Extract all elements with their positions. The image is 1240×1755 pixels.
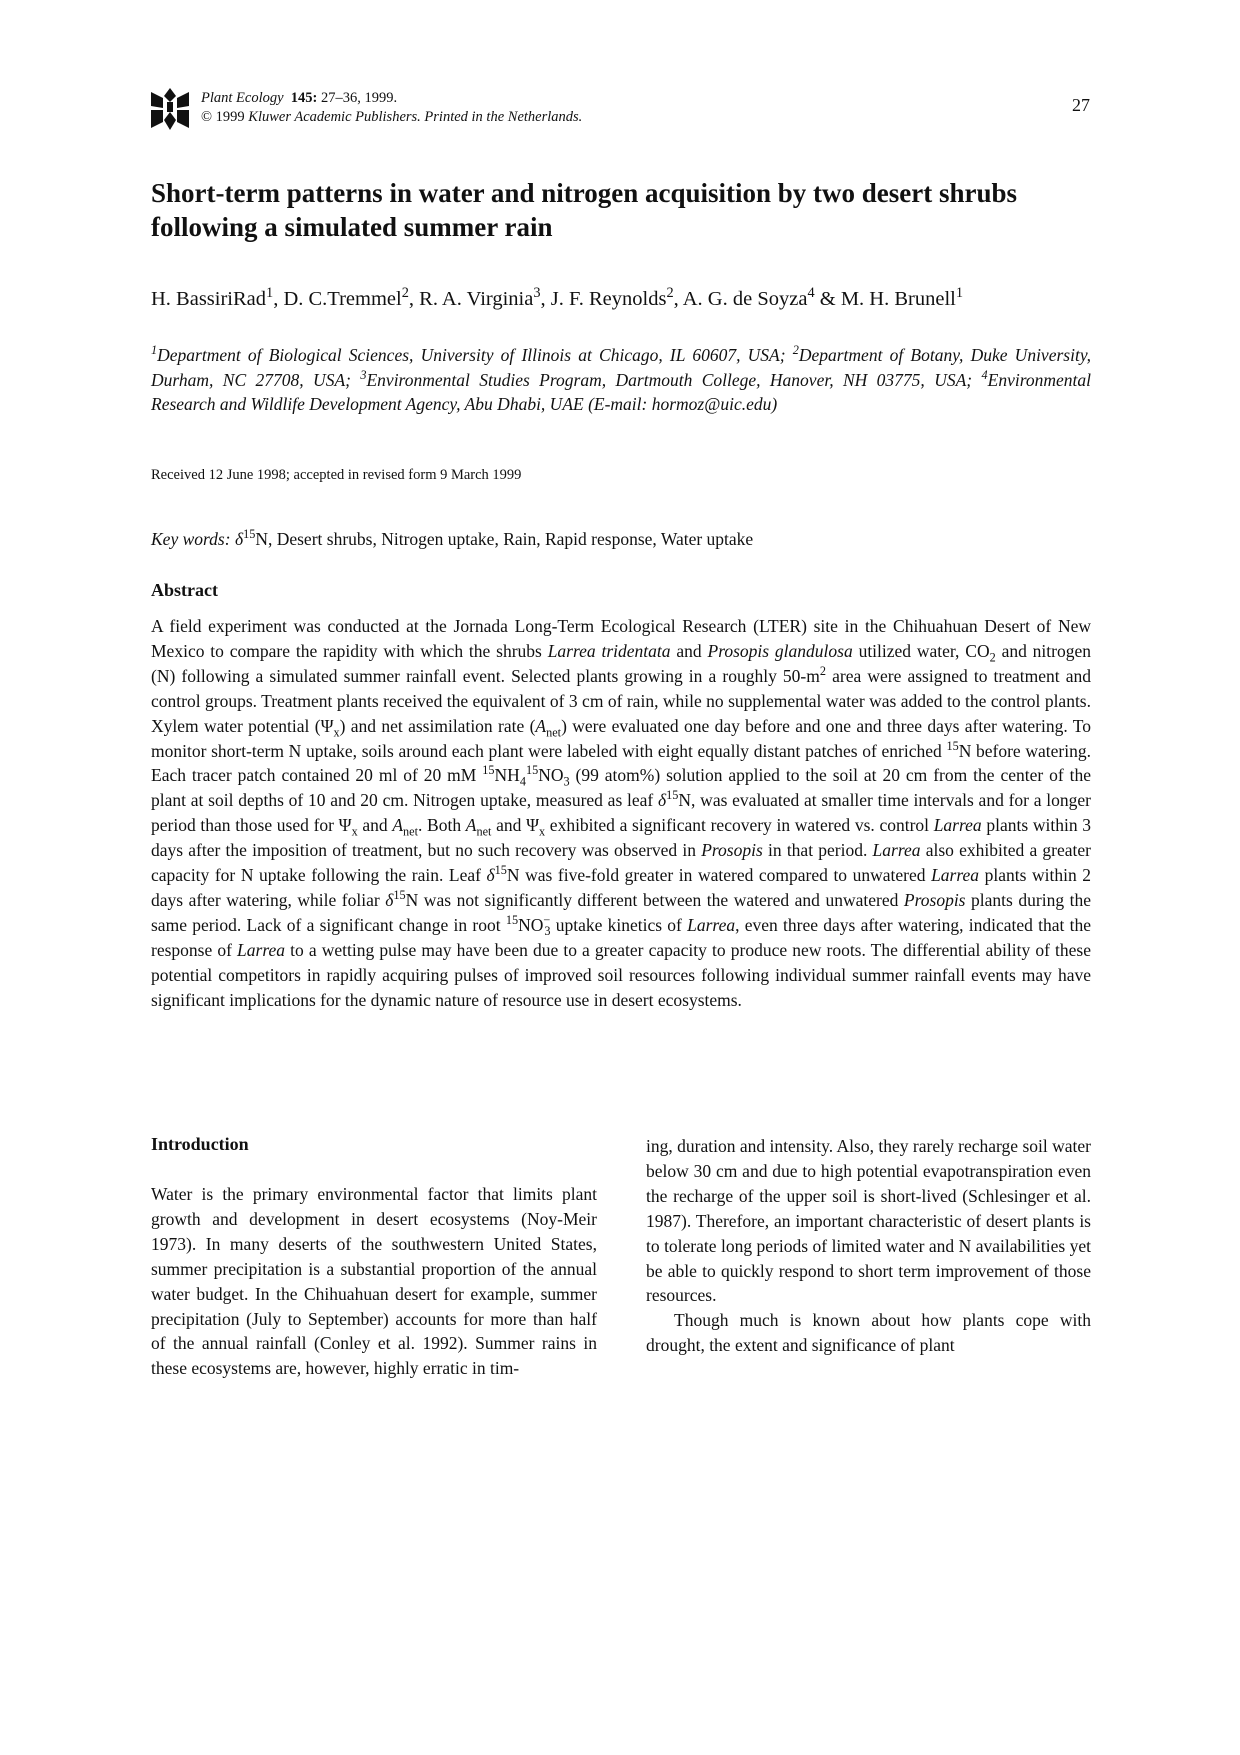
introduction-column-1: Water is the primary environmental factor that limits plant growth and development in desert ecosystems (Noy-Meir 1973). In many deserts of the southwestern United States, summer precipitation is a substantial proportion of the annual water budget. In the Chihuahuan desert for example, summer precipitation (July to September) accounts for more than half of the annual rainfall (Conley et al. 1992). Summer rains in these ecosystems are, however, highly erratic in tim-	[151, 1184, 597, 1379]
abstract-heading: Abstract	[151, 580, 218, 600]
author: A. G. de Soyza$^4$ &	[682, 285, 841, 310]
journal-pages: 27–36, 1999.	[317, 90, 398, 106]
affiliations: $^1$Department of Biological Sciences, University of Illinois at Chicago, IL 60607, USA; $^2$Department of Botany, Duke University, Durham, NC 27708, USA; $^3$Environmental Studies Program, Dartmouth College, Hanover, NH 03775, USA; $^4$Environmental Research and Wildlife Development Agency, Abu Dhabi, UAE (E-mail: hormoz@uic.edu)	[151, 343, 1091, 414]
publisher: Kluwer Academic Publishers. Printed in the Netherlands.	[248, 109, 583, 125]
affiliation: Department of Biological Sciences, University of Illinois at Chicago, IL 60607, USA;	[157, 345, 793, 365]
page-number: 27	[1072, 95, 1090, 115]
keywords-text: N, Desert shrubs, Nitrogen uptake, Rain, Rapid response, Water uptake	[255, 529, 754, 549]
paragraph: Though much is known about how plants cope with drought, the extent and significance of plant	[646, 1310, 1091, 1356]
journal-line-2	[201, 108, 582, 127]
author: M. H. Brunell$^1$	[840, 285, 964, 310]
author: H. BassiriRad$^1$,	[151, 285, 284, 310]
introduction-column-2	[646, 1134, 1091, 1358]
affiliation: Environmental Research and Wildlife Development Agency, Abu Dhabi, UAE (E-mail: hormoz@uic.edu)	[151, 369, 1091, 414]
keywords-label: Key words:	[151, 529, 231, 549]
author-list	[151, 286, 1091, 312]
paragraph: ing, duration and intensity. Also, they rarely recharge soil water below 30 cm and due to high potential evapotranspiration even the recharge of the upper soil is short-lived (Schlesinger et al. 1987). Therefore, an important characteristic of desert plants is to tolerate long periods of limited water and N availabilities yet be able to quickly respond to short term improvement of those resources.	[646, 1136, 1091, 1306]
author: R. A. Virginia$^3$,	[419, 285, 551, 310]
keywords: Key words: $\delta^{15}N$, Desert shrubs, Nitrogen uptake, Rain, Rapid response, Water uptake	[151, 527, 754, 549]
affiliation: Environmental Studies Program, Dartmouth College, Hanover, NH 03775, USA;	[366, 369, 982, 390]
abstract-text: A field experiment was conducted at the Jornada Long-Term Ecological Research (LTER) site in the Chihuahuan Desert of New Mexico to compare the rapidity with which the shrubs Larrea tridentata and Prosopis glandulosa utilized water, $CO_2$ and nitrogen (N) following a simulated summer rainfall event. Selected plants growing in a roughly $50-m^2$ area were assigned to treatment and control groups. Treatment plants received the equivalent of 3 cm of rain, while no supplemental water was added to the control plants. Xylem water potential $(\Psi_x)$ and net assimilation rate $(A_{net})$ were evaluated one day before and one and three days after watering. To monitor short-term N uptake, soils around each plant were labeled with eight equally distant patches of enriched $^{15}$N before watering. Each tracer patch contained 20 ml of 20 mM $^{15}NH_4^{15}NO_3$ (99 atom%) solution applied to the soil at 20 cm from the center of the plant at soil depths of 10 and 20 cm. Nitrogen uptake, measured as leaf $\delta^{15}N$, was evaluated at smaller time intervals and for a longer period than those used for $\Psi_x$ and $A_{net}$. Both $A_{net}$ and $\Psi_x$ exhibited a significant recovery in watered vs. control Larrea plants within 3 days after the imposition of treatment, but no such recovery was observed in Prosopis in that period. Larrea also exhibited a greater capacity for N uptake following the rain. Leaf $\delta^{15}N$ was five-fold greater in watered compared to unwatered Larrea plants within 2 days after watering, while foliar $\delta^{15}N$ was not significantly different between the watered and unwatered Prosopis plants during the same period. Lack of a significant change in root $^{15}NO^-_3$ uptake kinetics of Larrea, even three days after watering, indicated that the response of Larrea to a wetting pulse may have been due to a greater capacity to produce new roots. The differential ability of these potential competitors in rapidly acquiring pulses of improved soil resources following individual summer rainfall events may have significant implications for the dynamic nature of resource use in desert ecosystems.	[151, 616, 1092, 1010]
journal-line-1	[201, 89, 582, 108]
journal-volume: 145:	[290, 90, 318, 106]
author: D. C.Tremmel$^2$,	[283, 285, 420, 310]
paper-title: Short-term patterns in water and nitrogen acquisition by two desert shrubs following a simulated summer rain	[151, 178, 1018, 242]
journal-name: Plant Ecology	[201, 90, 284, 106]
affiliation: Department of Botany, Duke University, Durham, NC 27708, USA;	[151, 345, 1091, 390]
copyright: © 1999	[201, 109, 249, 125]
journal-citation	[201, 89, 582, 127]
author: J. F. Reynolds$^2$,	[550, 285, 683, 310]
received-date: Received 12 June 1998; accepted in revised form 9 March 1999	[151, 467, 522, 483]
introduction-heading: Introduction	[151, 1134, 249, 1154]
publisher-logo	[151, 88, 189, 130]
